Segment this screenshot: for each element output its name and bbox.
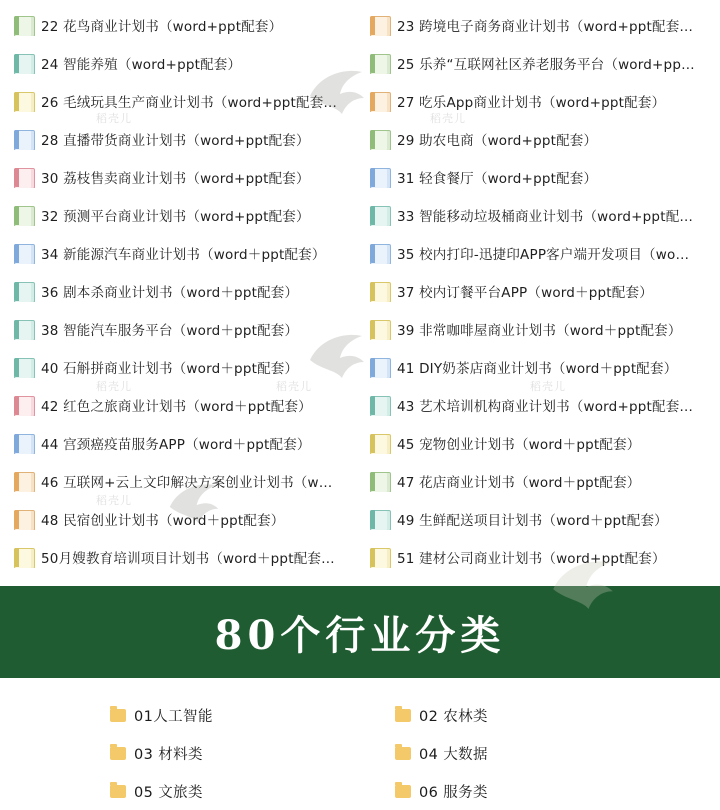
table-row xyxy=(0,120,720,158)
list-item[interactable] xyxy=(360,546,720,568)
list-item[interactable] xyxy=(0,705,360,726)
list-item[interactable] xyxy=(360,356,720,378)
folder-icon xyxy=(14,52,34,74)
list-item[interactable] xyxy=(0,470,360,492)
watermark-text: 稻壳儿 xyxy=(96,494,132,507)
folder-icon xyxy=(370,356,390,378)
file-name: 49 生鲜配送项目计划书（word＋ppt配套） xyxy=(397,513,668,529)
file-name: 22 花鸟商业计划书（word+ppt配套） xyxy=(41,19,283,35)
table-row xyxy=(0,310,720,348)
list-item[interactable] xyxy=(0,14,360,36)
file-name: 35 校内打印-迅捷印APP客户端开发项目（wo… xyxy=(397,247,690,263)
table-row xyxy=(0,272,720,310)
table-row xyxy=(0,500,720,538)
folder-icon xyxy=(14,318,34,340)
folder-icon xyxy=(395,785,411,798)
file-name: 42 红色之旅商业计划书（word＋ppt配套） xyxy=(41,399,312,415)
list-item[interactable] xyxy=(360,781,720,802)
list-item[interactable] xyxy=(360,432,720,454)
folder-icon xyxy=(370,470,390,492)
file-name: 37 校内订餐平台APP（word＋ppt配套） xyxy=(397,285,653,301)
file-name: 32 预测平台商业计划书（word+ppt配套） xyxy=(41,209,310,225)
list-item[interactable] xyxy=(360,318,720,340)
folder-icon xyxy=(14,242,34,264)
file-name: 31 轻食餐厅（word+ppt配套） xyxy=(397,171,598,187)
folder-icon xyxy=(370,90,390,112)
folder-icon xyxy=(14,432,34,454)
list-item[interactable] xyxy=(360,128,720,150)
file-name: 43 艺术培训机构商业计划书（word+ppt配套… xyxy=(397,399,694,415)
list-item[interactable] xyxy=(0,52,360,74)
file-name: 23 跨境电子商务商业计划书（word+ppt配套… xyxy=(397,19,694,35)
list-item[interactable] xyxy=(0,90,360,112)
category-label: 04 大数据 xyxy=(419,746,488,763)
file-name: 44 宫颈癌疫苗服务APP（word＋ppt配套） xyxy=(41,437,311,453)
folder-icon xyxy=(14,356,34,378)
table-row xyxy=(0,234,720,272)
watermark-text: 稻壳儿 xyxy=(530,380,566,393)
file-name: 38 智能汽车服务平台（word＋ppt配套） xyxy=(41,323,299,339)
folder-icon xyxy=(370,52,390,74)
category-label: 02 农林类 xyxy=(419,708,488,725)
list-item[interactable] xyxy=(0,432,360,454)
table-row xyxy=(0,158,720,196)
folder-icon xyxy=(370,280,390,302)
list-item[interactable] xyxy=(0,128,360,150)
folder-icon xyxy=(14,128,34,150)
list-item[interactable] xyxy=(360,166,720,188)
file-name: 26 毛绒玩具生产商业计划书（word+ppt配套… xyxy=(41,95,338,111)
watermark-text: 稻壳儿 xyxy=(96,380,132,393)
list-item[interactable] xyxy=(360,280,720,302)
table-row xyxy=(0,44,720,82)
folder-icon xyxy=(370,204,390,226)
file-name: 29 助农电商（word+ppt配套） xyxy=(397,133,598,149)
folder-icon xyxy=(14,14,34,36)
table-row xyxy=(0,386,720,424)
table-row xyxy=(0,424,720,462)
category-label: 05 文旅类 xyxy=(134,784,203,801)
list-item[interactable] xyxy=(0,508,360,530)
list-item[interactable] xyxy=(0,204,360,226)
file-name: 36 剧本杀商业计划书（word＋ppt配套） xyxy=(41,285,299,301)
list-item[interactable] xyxy=(360,508,720,530)
list-item[interactable] xyxy=(0,394,360,416)
watermark-text: 稻壳儿 xyxy=(96,112,132,125)
folder-icon xyxy=(370,318,390,340)
list-item[interactable] xyxy=(0,743,360,764)
folder-icon xyxy=(14,280,34,302)
watermark-text: 稻壳儿 xyxy=(276,380,312,393)
list-item[interactable] xyxy=(360,52,720,74)
list-item[interactable] xyxy=(360,470,720,492)
list-item[interactable] xyxy=(0,166,360,188)
category-list xyxy=(0,678,720,810)
file-name: 33 智能移动垃圾桶商业计划书（word+ppt配… xyxy=(397,209,694,225)
folder-icon xyxy=(14,90,34,112)
list-item[interactable] xyxy=(360,242,720,264)
file-name: 40 石斛拼商业计划书（word＋ppt配套） xyxy=(41,361,299,377)
folder-icon xyxy=(14,204,34,226)
list-item[interactable] xyxy=(360,743,720,764)
folder-icon xyxy=(14,470,34,492)
folder-icon xyxy=(370,432,390,454)
file-name: 51 建材公司商业计划书（word+ppt配套） xyxy=(397,551,666,567)
file-name: 48 民宿创业计划书（word＋ppt配套） xyxy=(41,513,285,529)
file-name: 25 乐养“互联网社区养老服务平台（word+pp… xyxy=(397,57,695,73)
list-item[interactable] xyxy=(360,204,720,226)
list-item[interactable] xyxy=(360,705,720,726)
table-row xyxy=(0,196,720,234)
list-item[interactable] xyxy=(0,356,360,378)
table-row xyxy=(0,538,720,576)
list-item[interactable] xyxy=(360,90,720,112)
category-label: 03 材料类 xyxy=(134,746,203,763)
table-row xyxy=(0,462,720,500)
list-item[interactable] xyxy=(0,318,360,340)
page-title: 80个行业分类 xyxy=(214,611,506,659)
table-row xyxy=(0,82,720,120)
category-label: 01人工智能 xyxy=(134,708,213,725)
folder-icon xyxy=(110,785,126,798)
list-item[interactable] xyxy=(360,394,720,416)
list-item[interactable] xyxy=(360,14,720,36)
list-item[interactable] xyxy=(0,280,360,302)
file-name: 50月嫂教育培训项目计划书（word＋ppt配套… xyxy=(41,551,335,567)
file-name: 34 新能源汽车商业计划书（word＋ppt配套） xyxy=(41,247,326,263)
category-row xyxy=(0,772,720,810)
folder-icon xyxy=(370,394,390,416)
file-name: 24 智能养殖（word+ppt配套） xyxy=(41,57,242,73)
list-item[interactable] xyxy=(0,781,360,802)
file-name: 30 荔枝售卖商业计划书（word+ppt配套） xyxy=(41,171,310,187)
file-name: 46 互联网+云上文印解决方案创业计划书（w… xyxy=(41,475,333,491)
file-name: 41 DIY奶茶店商业计划书（word＋ppt配套） xyxy=(397,361,678,377)
section-banner xyxy=(0,586,720,678)
folder-icon xyxy=(370,546,390,568)
category-row xyxy=(0,734,720,772)
folder-icon xyxy=(14,394,34,416)
category-row xyxy=(0,696,720,734)
folder-icon xyxy=(370,14,390,36)
watermark-text: 稻壳儿 xyxy=(430,112,466,125)
file-name: 39 非常咖啡屋商业计划书（word＋ppt配套） xyxy=(397,323,682,339)
folder-icon xyxy=(370,166,390,188)
folder-icon xyxy=(370,242,390,264)
file-name: 45 宠物创业计划书（word＋ppt配套） xyxy=(397,437,641,453)
file-name: 28 直播带货商业计划书（word+ppt配套） xyxy=(41,133,310,149)
list-item[interactable] xyxy=(0,242,360,264)
table-row xyxy=(0,6,720,44)
folder-icon xyxy=(14,546,34,568)
folder-icon xyxy=(14,166,34,188)
file-name: 27 吃乐App商业计划书（word+ppt配套） xyxy=(397,95,666,111)
folder-icon xyxy=(14,508,34,530)
file-name: 47 花店商业计划书（word＋ppt配套） xyxy=(397,475,641,491)
table-row xyxy=(0,348,720,386)
folder-icon xyxy=(395,747,411,760)
folder-icon xyxy=(370,508,390,530)
folder-icon xyxy=(110,747,126,760)
folder-icon xyxy=(370,128,390,150)
category-label: 06 服务类 xyxy=(419,784,488,801)
list-item[interactable] xyxy=(0,546,360,568)
